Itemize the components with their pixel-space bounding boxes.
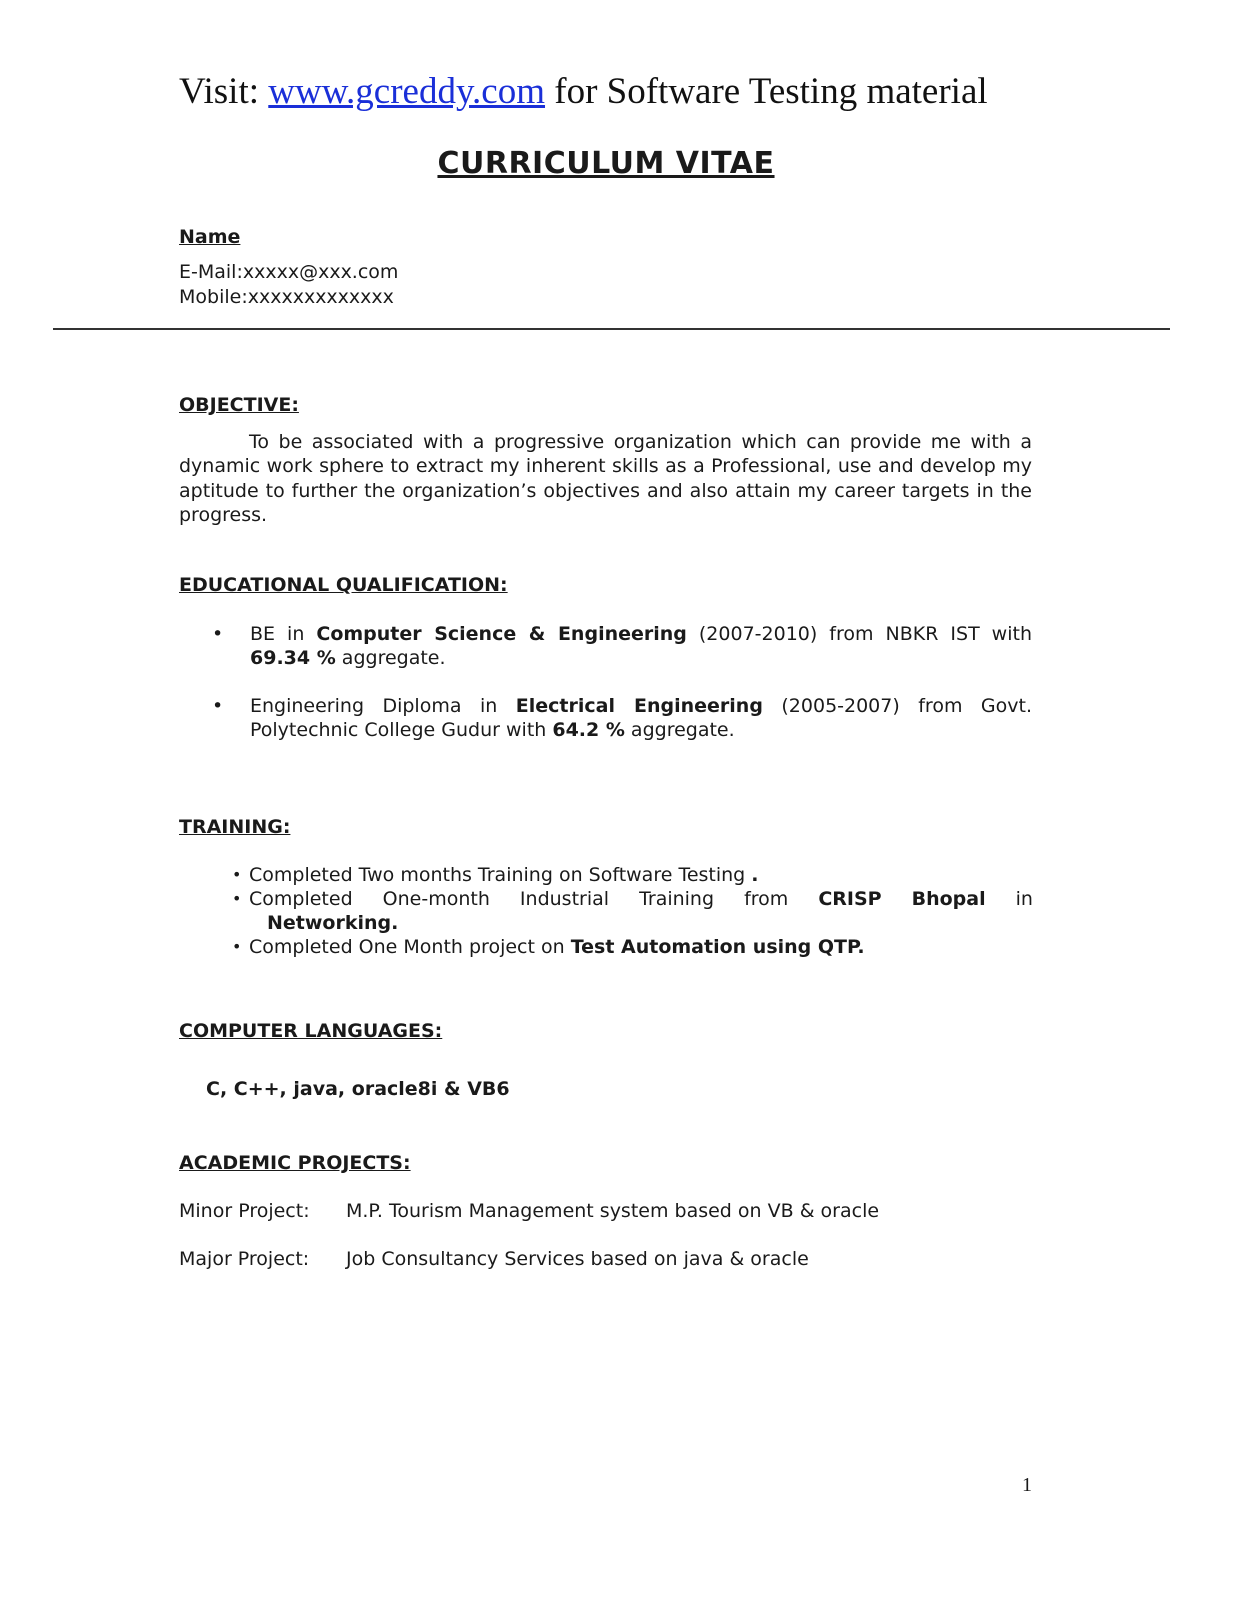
header-divider <box>53 328 1170 330</box>
gcreddy-link[interactable]: www.gcreddy.com <box>268 71 546 112</box>
page-title: CURRICULUM VITAE <box>437 146 775 181</box>
training-item-continuation: Networking. <box>267 912 399 934</box>
visit-prefix: Visit: <box>179 71 269 112</box>
bullet-icon: • <box>232 865 242 884</box>
projects-heading: ACADEMIC PROJECTS: <box>179 1152 411 1174</box>
bullet-icon: • <box>232 889 242 908</box>
visit-suffix: for Software Testing material <box>545 71 988 112</box>
training-item: Completed Two months Training on Software Testing . <box>249 864 759 886</box>
minor-project-value: M.P. Tourism Management system based on VB & oracle <box>346 1200 880 1222</box>
major-project-label: Major Project: <box>179 1248 310 1270</box>
education-item: BE in Computer Science & Engineering (2007-2010) from NBKR IST with 69.34 % aggregate. <box>250 623 1032 670</box>
objective-text: To be associated with a progressive organization which can provide me with a dynamic work sphere to extract my inherent skills as a Professional, use and develop my aptitude to further the organization’s objectives and also attain my career targets in the progress. <box>179 431 1032 526</box>
bullet-icon: • <box>212 623 224 645</box>
mobile-line: Mobile:xxxxxxxxxxxxx <box>179 286 394 308</box>
major-project-value: Job Consultancy Services based on java & oracle <box>346 1248 809 1270</box>
bullet-icon: • <box>232 937 242 956</box>
education-heading: EDUCATIONAL QUALIFICATION: <box>179 574 508 596</box>
languages-list: C, C++, java, oracle8i & VB6 <box>206 1078 510 1100</box>
objective-heading: OBJECTIVE: <box>179 394 299 416</box>
training-item: Completed One-month Industrial Training from CRISP Bhopal in <box>249 888 1033 910</box>
minor-project-label: Minor Project: <box>179 1200 310 1222</box>
education-item: Engineering Diploma in Electrical Engineering (2005-2007) from Govt. Polytechnic College Gudur with 64.2 % aggregate. <box>250 695 1032 742</box>
bullet-icon: • <box>212 695 224 717</box>
training-item: Completed One Month project on Test Automation using QTP. <box>249 936 865 958</box>
languages-heading: COMPUTER LANGUAGES: <box>179 1020 443 1042</box>
training-heading: TRAINING: <box>179 816 291 838</box>
email-line: E-Mail:xxxxx@xxx.com <box>179 261 399 283</box>
visit-banner <box>179 70 988 113</box>
page-number: 1 <box>1022 1474 1032 1496</box>
name-label: Name <box>179 226 241 248</box>
